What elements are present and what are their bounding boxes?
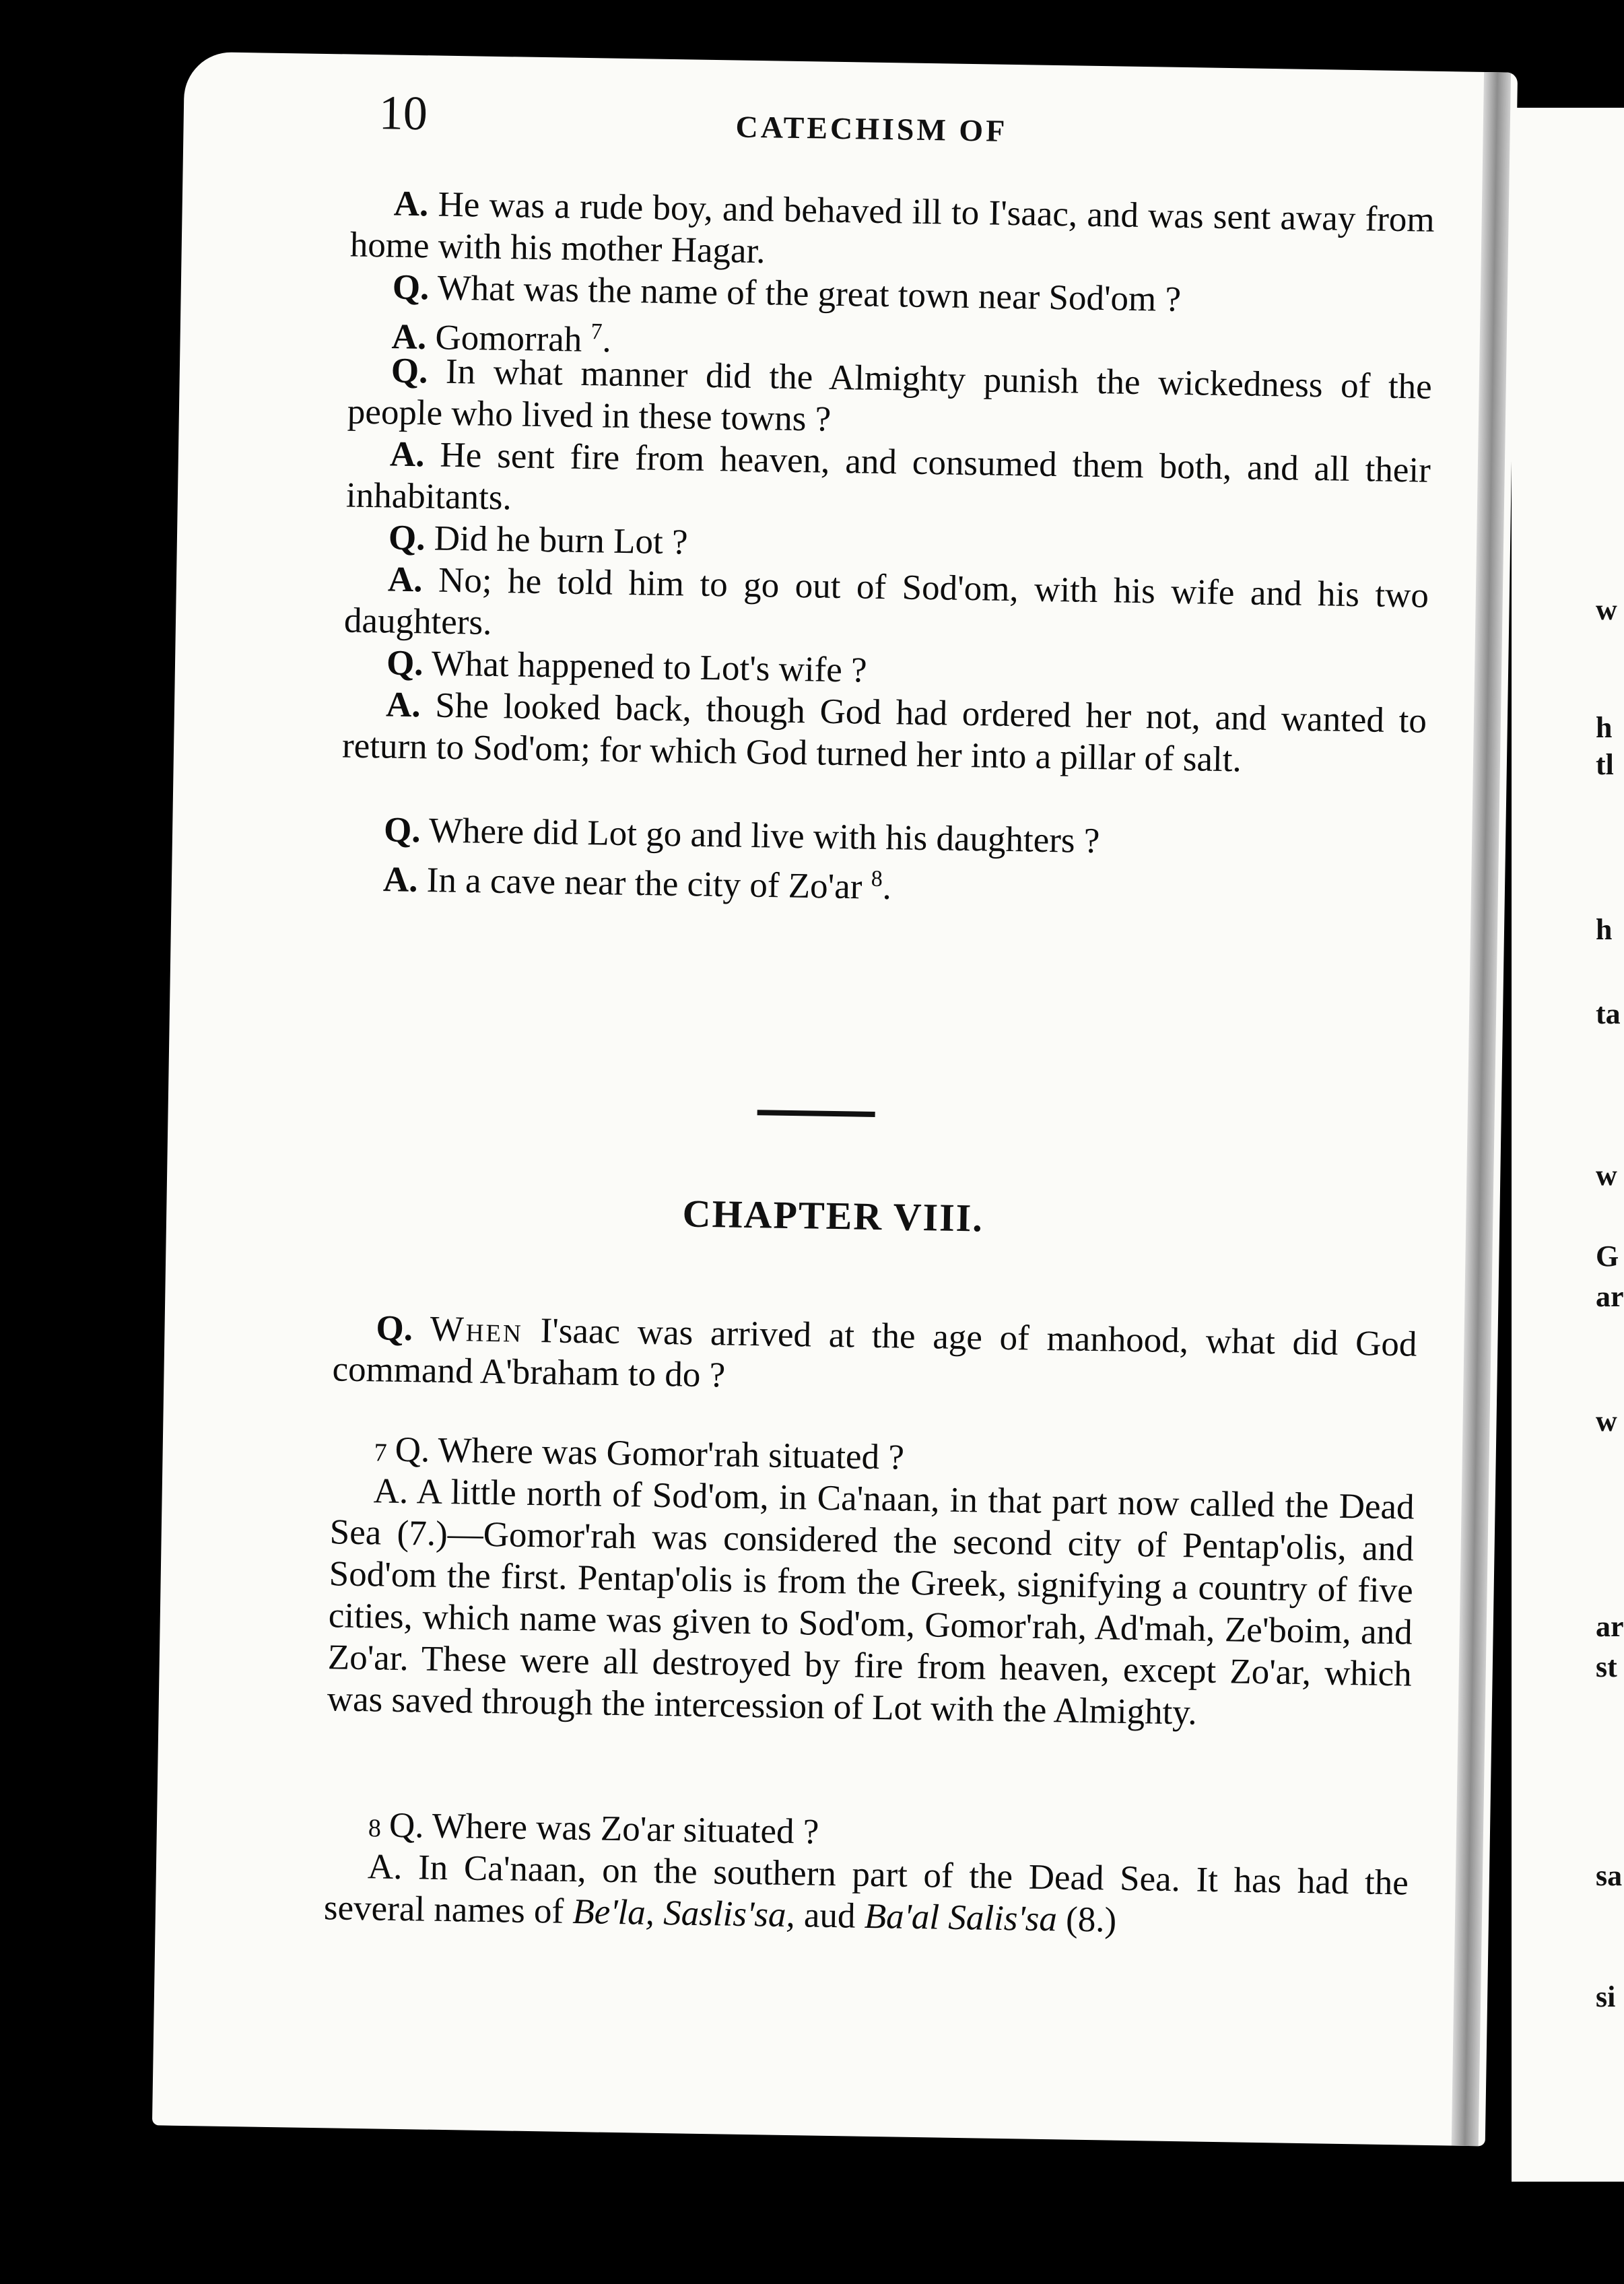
- chapter-question: [332, 1306, 1417, 1407]
- book-page: [152, 52, 1518, 2147]
- footnote-8-answer: [324, 1845, 1409, 1945]
- answer-label: A.: [382, 860, 419, 900]
- footnote-ref: 8: [871, 866, 883, 892]
- question-label: Q.: [383, 810, 421, 850]
- facing-page-fragment: w: [1596, 593, 1617, 626]
- question-label: Q.: [392, 267, 430, 308]
- answer-text: In a cave near the city of Zo'ar: [426, 861, 862, 907]
- question-label: Q.: [391, 351, 428, 391]
- footnote-ref: 7: [590, 319, 603, 345]
- answer-label: A.: [385, 685, 421, 725]
- answer-tail: .: [602, 321, 612, 360]
- question-text: In what manner did the Almighty punish the wickedness of the people who lived in these towns ?: [347, 351, 1433, 439]
- facing-page-fragment: sa: [1596, 1859, 1623, 1892]
- facing-page-fragment: ar: [1596, 1610, 1624, 1643]
- answer-label: A.: [393, 184, 429, 224]
- conjunction: aud: [803, 1895, 856, 1936]
- section-rule: [757, 1110, 875, 1117]
- answer-label: A.: [391, 317, 427, 357]
- facing-page-fragment: st: [1596, 1650, 1617, 1683]
- answer-tail: .: [882, 867, 892, 907]
- facing-page-fragment: tl: [1596, 748, 1614, 781]
- page-number: 10: [378, 86, 428, 141]
- question-text: What was the name of the great town near Sod'om ?: [437, 268, 1182, 319]
- footnote-number: 7: [374, 1438, 387, 1467]
- question-text: What happened to Lot's wife ?: [431, 644, 868, 690]
- question-first-word: When: [430, 1309, 524, 1350]
- question-text: I'saac was arrived at the age of manhood, what did God command A'braham to do ?: [332, 1311, 1417, 1395]
- footnote-answer-text: A. In Ca'naan, on the southern part of the Dead Sea. It has had the several names of: [323, 1847, 1409, 1931]
- facing-page-fragment: G: [1596, 1240, 1619, 1273]
- place-name: Saslis'sa,: [663, 1893, 796, 1935]
- question-text: Where did Lot go and live with his daughters ?: [428, 811, 1100, 861]
- footnote-question-text: Q. Where was Zo'ar situated ?: [388, 1805, 819, 1852]
- footnote-end: (8.): [1065, 1900, 1117, 1940]
- answer-text: He sent fire from heaven, and consumed them both, and all their inhabitants.: [345, 435, 1431, 518]
- question-label: Q.: [376, 1308, 413, 1349]
- answer-5: [342, 683, 1427, 783]
- facing-page-fragment: ta: [1596, 997, 1621, 1030]
- question-text: Did he burn Lot ?: [434, 518, 688, 562]
- facing-page-fragment: si: [1596, 1980, 1616, 2013]
- place-name: Be'la,: [572, 1892, 655, 1933]
- facing-page-fragment: w: [1596, 1405, 1617, 1438]
- question-label: Q.: [386, 643, 424, 683]
- facing-page-fragment: h: [1596, 913, 1613, 946]
- facing-page-fragment: w: [1596, 1159, 1617, 1192]
- answer-label: A.: [387, 560, 424, 600]
- place-name: Ba'al Salis'sa: [864, 1896, 1058, 1939]
- answer-text: He was a rude boy, and behaved ill to I'saac, and was sent away from home with his mother Hagar.: [349, 184, 1435, 271]
- answer-label: A.: [389, 434, 425, 475]
- footnote-7-answer: A. A little north of Sod'om, in Ca'naan, in that part now called the Dead Sea (7.)—Gomor'rah was considered the second city of Pentap'olis, and Sod'om the first. Pentap'olis is from the Greek, signifying a country of five cities, which name was given to Sod'om, Gomor'rah, Ad'mah, Ze'boim, and Zo'ar. These were all destroyed by fire from heaven, except Zo'ar, which was saved through the intercession of Lot with the Almighty.: [327, 1471, 1415, 1733]
- answer-text: No; he told him to go out of Sod'om, with his wife and his two daughters.: [343, 560, 1429, 642]
- footnote-question-text: Q. Where was Gomor'rah situated ?: [395, 1430, 905, 1477]
- answer-text: Gomorrah: [435, 318, 582, 360]
- page-gutter-shadow: [1452, 72, 1511, 2146]
- facing-page-fragment: ar: [1596, 1280, 1624, 1313]
- running-head: CATECHISM OF: [735, 109, 1008, 148]
- chapter-heading: CHAPTER VIII.: [682, 1191, 984, 1240]
- question-label: Q.: [388, 518, 426, 558]
- footnote-number: 8: [368, 1814, 382, 1843]
- facing-page-fragment: h: [1596, 711, 1613, 744]
- answer-text: She looked back, though God had ordered her not, and wanted to return to Sod'om; for which God turned her into a pillar of salt.: [341, 685, 1427, 780]
